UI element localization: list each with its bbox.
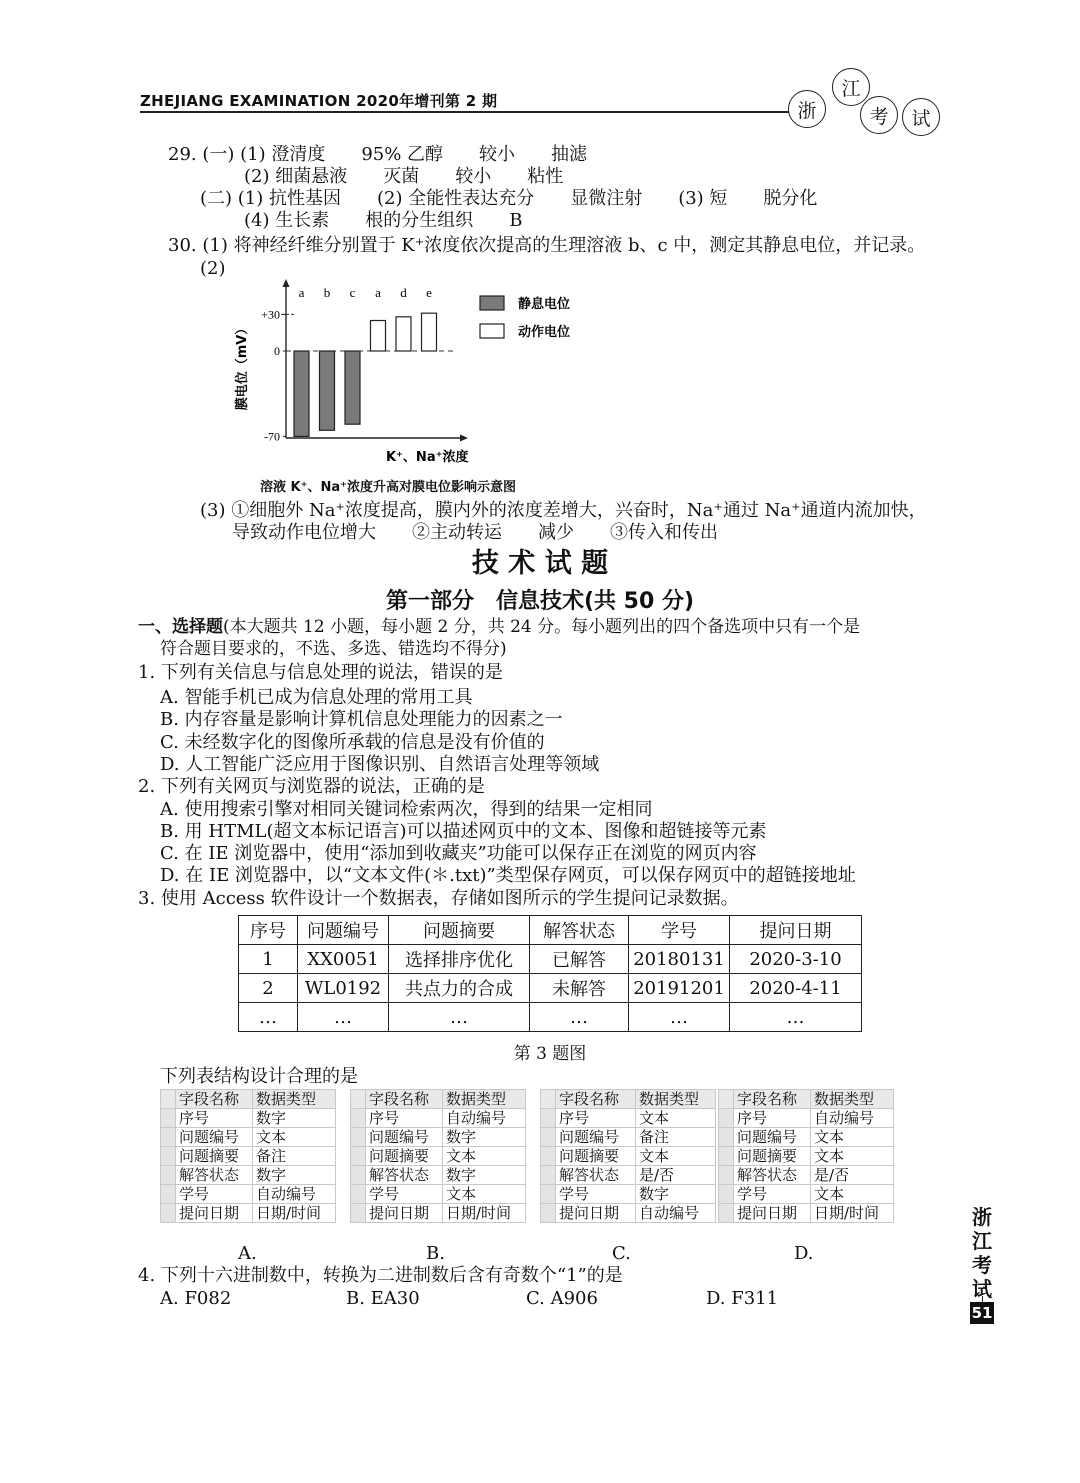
table-cell: 2020-3-10 (730, 945, 862, 974)
bar-action-potential (371, 321, 386, 352)
seal-char-2: 江 (832, 68, 870, 106)
data-type: 文本 (810, 1147, 893, 1166)
q2-option-d: D. 在 IE 浏览器中，以“文本文件(＊.txt)”类型保存网页，可以保存网页中的超链接地址 (160, 865, 856, 886)
q1-stem: 1. 下列有关信息与信息处理的说法，错误的是 (138, 662, 503, 683)
side-label-char: 浙 (972, 1205, 992, 1229)
field-name: 序号 (556, 1109, 636, 1128)
design-label-c: C. (612, 1243, 631, 1264)
q4-option-d: D. F311 (706, 1288, 779, 1309)
q29-line-3: (二) (1) 抗性基因 (2) 全能性表达充分 显微注射 (3) 短 脱分化 (200, 188, 818, 209)
data-type: 自动编号 (252, 1185, 335, 1204)
table-row (239, 945, 862, 974)
table-header-cell: 解答状态 (530, 916, 629, 945)
side-label-char: 考 (972, 1253, 992, 1277)
q29-line-4: (4) 生长素 根的分生组织 B (244, 210, 523, 231)
side-journal-label (968, 1205, 996, 1301)
journal-issue: 年增刊第 2 期 (399, 92, 498, 110)
data-type: 数字 (442, 1128, 525, 1147)
bar-resting-potential (320, 351, 335, 430)
side-label-char: 江 (972, 1229, 992, 1253)
field-name: 序号 (176, 1109, 253, 1128)
design-table-b (350, 1089, 526, 1223)
design-label-d: D. (794, 1243, 814, 1264)
table-row (239, 1003, 862, 1032)
row-selector (351, 1090, 366, 1109)
q30-part-3-line-2: 导致动作电位增大 ②主动转运 减少 ③传入和传出 (232, 522, 718, 543)
data-type: 文本 (636, 1109, 716, 1128)
q3-question: 下列表结构设计合理的是 (160, 1066, 358, 1087)
data-type-header: 数据类型 (810, 1090, 893, 1109)
q2-stem: 2. 下列有关网页与浏览器的说法，正确的是 (138, 776, 485, 797)
table-header-cell: 序号 (239, 916, 298, 945)
bar-resting-potential (294, 351, 309, 436)
table-header-row (239, 916, 862, 945)
table-cell: … (730, 1003, 862, 1032)
data-type: 备注 (252, 1147, 335, 1166)
journal-name: ZHEJIANG EXAMINATION 2020 (140, 92, 400, 110)
field-name: 学号 (366, 1185, 443, 1204)
data-type-header: 数据类型 (252, 1090, 335, 1109)
choice-heading: 一、选择题 (138, 617, 223, 637)
table-header-cell: 问题编号 (298, 916, 389, 945)
field-name: 问题摘要 (556, 1147, 636, 1166)
category-label: a (298, 285, 305, 300)
data-type-header: 数据类型 (442, 1090, 525, 1109)
table-header-cell: 学号 (629, 916, 730, 945)
table-cell: 20191201 (629, 974, 730, 1003)
data-type: 日期/时间 (252, 1204, 335, 1223)
x-axis-arrow (460, 435, 468, 442)
q4-option-c: C. A906 (526, 1288, 598, 1309)
bar-action-potential (422, 313, 437, 351)
chart-caption: 溶液 K⁺、Na⁺浓度升高对膜电位影响示意图 (260, 480, 516, 495)
header-rule (140, 111, 800, 113)
legend-swatch (480, 324, 504, 338)
side-label-text (968, 1205, 996, 1301)
field-name: 问题编号 (734, 1128, 811, 1147)
design-label-b: B. (426, 1243, 445, 1264)
journal-header (140, 90, 497, 111)
choice-desc-1: (本大题共 12 小题，每小题 2 分，共 24 分。每小题列出的四个备选项中只有一个是 (223, 617, 861, 637)
q30-part-1: 30. (1) 将神经纤维分别置于 K⁺浓度依次提高的生理溶液 b、c 中，测定其静息电位，并记录。 (168, 235, 926, 256)
data-type: 备注 (636, 1128, 716, 1147)
field-name: 问题编号 (176, 1128, 253, 1147)
side-label-char: 试 (972, 1277, 992, 1301)
field-name: 序号 (734, 1109, 811, 1128)
table-cell: … (389, 1003, 530, 1032)
q30-part-3-line-1: (3) ①细胞外 Na⁺浓度提高，膜内外的浓度差增大，兴奋时，Na⁺通过 Na⁺通道内流加快， (200, 500, 927, 521)
field-name: 提问日期 (366, 1204, 443, 1223)
q2-option-c: C. 在 IE 浏览器中，使用“添加到收藏夹”功能可以保存正在浏览的网页内容 (160, 843, 757, 864)
design-table-c (540, 1089, 716, 1223)
y-tick-label: 0 (274, 344, 280, 358)
q1-option-b: B. 内存容量是影响计算机信息处理能力的因素之一 (160, 709, 563, 730)
q4-option-b: B. EA30 (346, 1288, 420, 1309)
data-type: 自动编号 (810, 1109, 893, 1128)
q3-data-table (238, 915, 862, 1032)
choice-desc-2: 符合题目要求的，不选、多选、错选均不得分) (160, 639, 507, 659)
field-name: 提问日期 (176, 1204, 253, 1223)
field-name: 学号 (176, 1185, 253, 1204)
data-type: 文本 (810, 1128, 893, 1147)
data-type: 数字 (442, 1166, 525, 1185)
data-type: 是/否 (636, 1166, 716, 1185)
table-cell: XX0051 (298, 945, 389, 974)
table-cell: WL0192 (298, 974, 389, 1003)
field-name: 序号 (366, 1109, 443, 1128)
table-cell: 2020-4-11 (730, 974, 862, 1003)
table-cell: 已解答 (530, 945, 629, 974)
section-title: 技 术 试 题 (471, 548, 609, 579)
y-tick-label: +30 (261, 307, 280, 322)
data-type: 数字 (252, 1109, 335, 1128)
field-name: 问题摘要 (176, 1147, 253, 1166)
field-name: 解答状态 (176, 1166, 253, 1185)
category-label: e (426, 285, 432, 300)
field-name-header: 字段名称 (366, 1090, 443, 1109)
table-header-cell: 问题摘要 (389, 916, 530, 945)
data-type: 自动编号 (442, 1109, 525, 1128)
category-label: a (375, 285, 381, 300)
data-type: 文本 (252, 1128, 335, 1147)
q4-option-a: A. F082 (160, 1288, 232, 1309)
field-name: 提问日期 (556, 1204, 636, 1223)
data-type: 是/否 (810, 1166, 893, 1185)
category-label: c (349, 285, 356, 300)
choice-instructions (138, 617, 860, 638)
table-header-cell: 提问日期 (730, 916, 862, 945)
field-name-header: 字段名称 (176, 1090, 253, 1109)
field-name: 解答状态 (556, 1166, 636, 1185)
data-type: 文本 (810, 1185, 893, 1204)
row-selector (541, 1090, 556, 1109)
table-cell: … (298, 1003, 389, 1032)
q29-line-2: (2) 细菌悬液 灭菌 较小 粘性 (244, 166, 564, 187)
seal-char-1: 浙 (788, 90, 826, 128)
data-type: 文本 (442, 1185, 525, 1204)
category-label: d (400, 285, 407, 300)
seal-char-3: 考 (860, 96, 898, 134)
bar-action-potential (396, 317, 411, 351)
category-label: b (323, 285, 331, 300)
table-cell: 选择排序优化 (389, 945, 530, 974)
table-row (239, 974, 862, 1003)
field-name-header: 字段名称 (556, 1090, 636, 1109)
data-type: 日期/时间 (810, 1204, 893, 1223)
table-cell: 1 (239, 945, 298, 974)
field-name: 提问日期 (734, 1204, 811, 1223)
row-selector (719, 1090, 734, 1109)
field-name: 问题编号 (556, 1128, 636, 1147)
q3-figure-caption: 第 3 题图 (513, 1044, 587, 1064)
bar-resting-potential (345, 351, 360, 424)
q30-part-2-label: (2) (200, 258, 226, 279)
field-name: 学号 (556, 1185, 636, 1204)
table-cell: 2 (239, 974, 298, 1003)
data-type: 自动编号 (636, 1204, 716, 1223)
field-name: 问题编号 (366, 1128, 443, 1147)
table-cell: 20180131 (629, 945, 730, 974)
seal-char-4: 试 (902, 98, 940, 136)
data-type: 数字 (252, 1166, 335, 1185)
part-title: 第一部分 信息技术(共 50 分) (385, 589, 695, 614)
q3-stem: 3. 使用 Access 软件设计一个数据表，存储如图所示的学生提问记录数据。 (138, 888, 739, 909)
design-table-a (160, 1089, 336, 1223)
data-type: 文本 (442, 1147, 525, 1166)
y-axis-arrow (283, 279, 290, 287)
q29-line-1: 29. (一) (1) 澄清度 95% 乙醇 较小 抽滤 (168, 144, 588, 165)
legend-swatch (480, 296, 504, 310)
q4-stem: 4. 下列十六进制数中，转换为二进制数后含有奇数个“1”的是 (138, 1265, 623, 1286)
q1-option-a: A. 智能手机已成为信息处理的常用工具 (160, 687, 473, 708)
field-name: 问题摘要 (734, 1147, 811, 1166)
y-axis-label: 膜电位（mV） (235, 321, 250, 411)
data-type-header: 数据类型 (636, 1090, 716, 1109)
row-selector (161, 1090, 176, 1109)
field-name-header: 字段名称 (734, 1090, 811, 1109)
legend-label: 动作电位 (518, 325, 571, 340)
legend-label: 静息电位 (518, 297, 571, 312)
x-axis-label: K⁺、Na⁺浓度 (386, 450, 469, 465)
field-name: 解答状态 (734, 1166, 811, 1185)
field-name: 学号 (734, 1185, 811, 1204)
q2-option-a: A. 使用搜索引擎对相同关键词检索两次，得到的结果一定相同 (160, 799, 653, 820)
y-tick-label: -70 (264, 429, 280, 444)
membrane-potential-chart (228, 276, 608, 496)
data-type: 数字 (636, 1185, 716, 1204)
table-cell: 共点力的合成 (389, 974, 530, 1003)
field-name: 问题摘要 (366, 1147, 443, 1166)
data-type: 日期/时间 (442, 1204, 525, 1223)
q1-option-c: C. 未经数字化的图像所承载的信息是没有价值的 (160, 732, 545, 753)
table-cell: … (530, 1003, 629, 1032)
table-cell: … (239, 1003, 298, 1032)
page-number: 51 (971, 1304, 993, 1322)
table-cell: 未解答 (530, 974, 629, 1003)
table-cell: … (629, 1003, 730, 1032)
design-table-d (718, 1089, 894, 1223)
q1-option-d: D. 人工智能广泛应用于图像识别、自然语言处理等领域 (160, 754, 600, 775)
field-name: 解答状态 (366, 1166, 443, 1185)
design-label-a: A. (238, 1243, 257, 1264)
q2-option-b: B. 用 HTML(超文本标记语言)可以描述网页中的文本、图像和超链接等元素 (160, 821, 767, 842)
data-type: 文本 (636, 1147, 716, 1166)
